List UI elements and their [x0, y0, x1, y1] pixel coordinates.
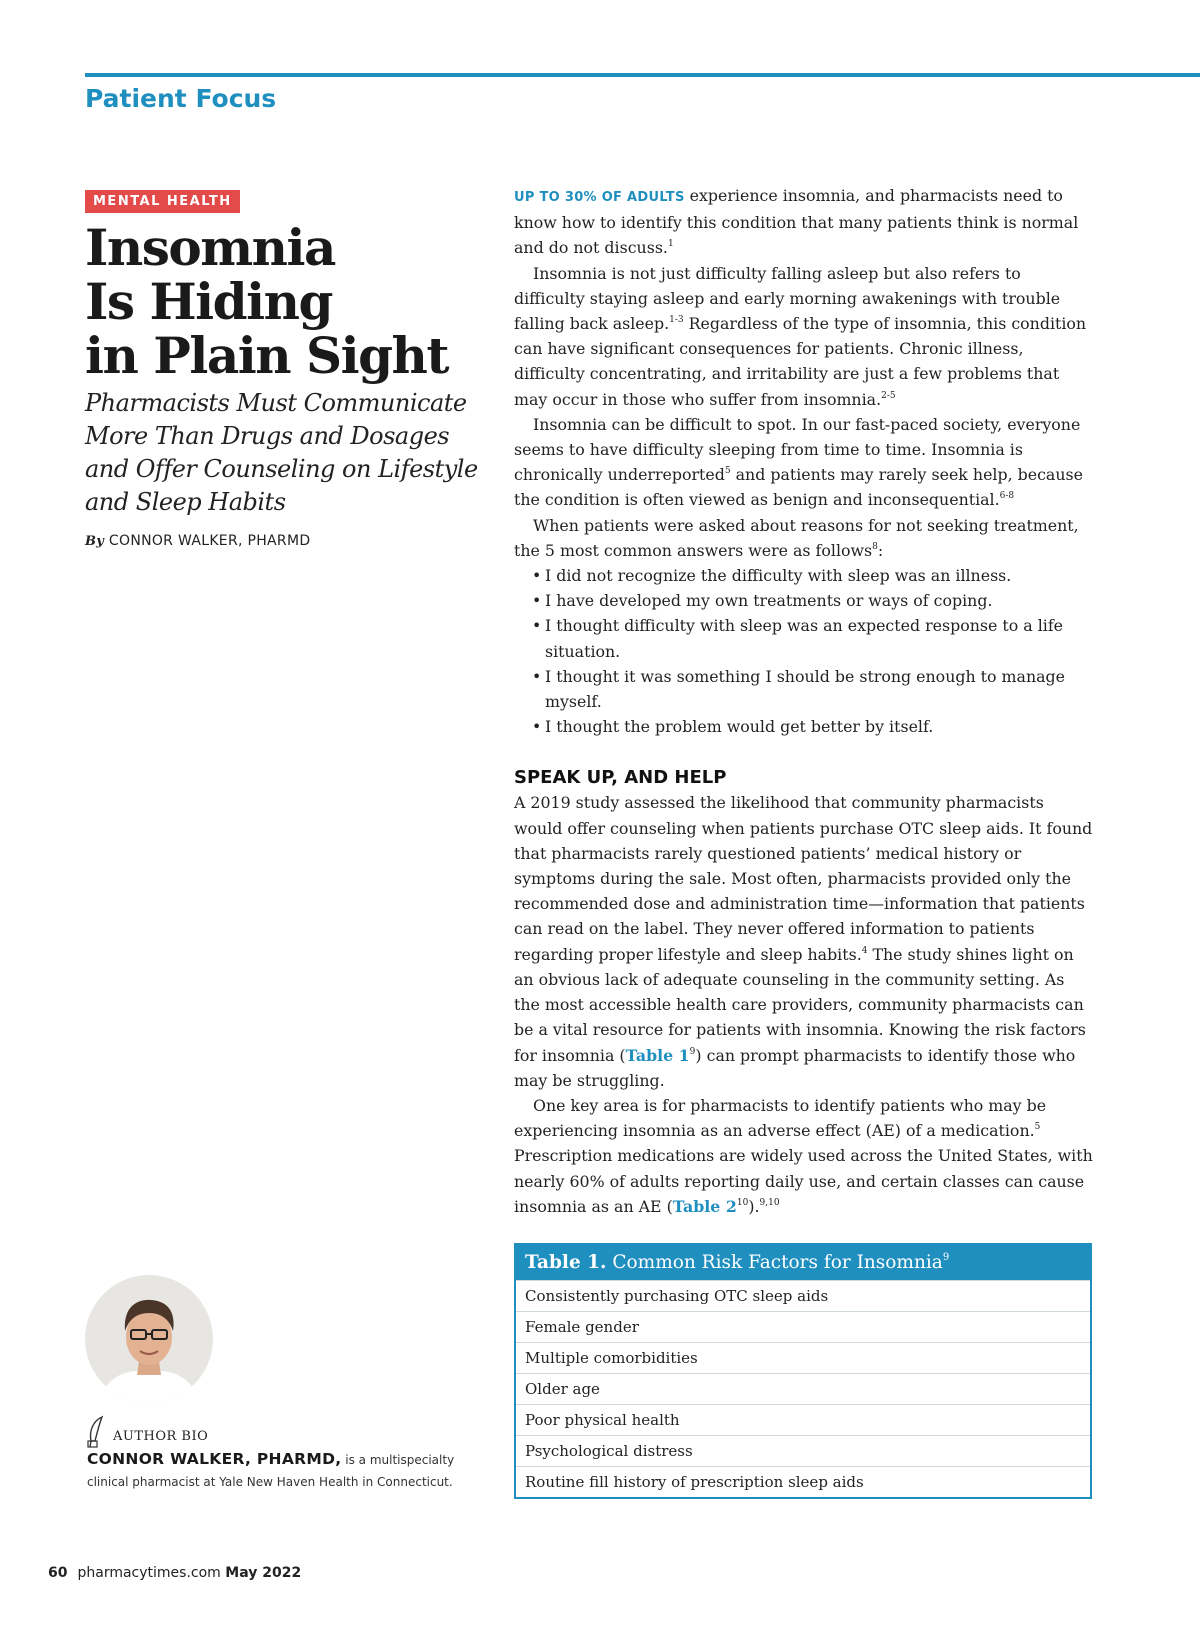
table-2-link[interactable]: Table 2	[672, 1196, 737, 1216]
author-photo	[85, 1275, 213, 1403]
citation: 5	[1034, 1122, 1041, 1133]
section-label: Patient Focus	[85, 84, 277, 113]
table-row: Consistently purchasing OTC sleep aids	[516, 1280, 1090, 1311]
author-bio	[87, 1448, 487, 1493]
paragraph-text: ).	[748, 1196, 760, 1216]
page-footer	[48, 1565, 301, 1581]
author-bio-label: AUTHOR BIO	[113, 1429, 209, 1444]
paragraph-text: The study shines light on an obvious lack of adequate counseling in the community setting. As the most accessible health care providers, community pharmacists can be a vital resource for patients with insomnia. Knowing the risk factors for insomnia (	[514, 944, 1086, 1065]
top-rule	[85, 73, 1200, 77]
footer-date: May 2022	[225, 1565, 302, 1581]
table-1-link[interactable]: Table 1	[625, 1045, 690, 1065]
paragraph-text: A 2019 study assessed the likelihood that community pharmacists would offer counseling when patients purchase OTC sleep aids. It found that pharmacists rarely questioned patients’ medical history or symptoms during the sale. Most often, pharmacists provided only the recommended dose and administration time—information that patients can read on the label. They never offered information to patients regarding proper lifestyle and sleep habits.	[514, 793, 1093, 964]
quill-pen-icon	[85, 1415, 105, 1449]
headline	[85, 218, 495, 385]
table-row: Psychological distress	[516, 1435, 1090, 1466]
article-body	[514, 183, 1094, 1219]
list-item: • I thought the problem would get better by itself.	[514, 714, 1094, 739]
citation: 10	[736, 1197, 749, 1208]
table-row: Female gender	[516, 1311, 1090, 1342]
category-tag: MENTAL HEALTH	[85, 190, 240, 213]
citation: 9	[942, 1252, 950, 1263]
citation: 9	[689, 1046, 696, 1057]
list-item: • I thought it was something I should be strong enough to manage myself.	[514, 664, 1094, 714]
deck: Pharmacists Must Communicate More Than Drugs and Dosages and Offer Counseling on Lifestyle and Sleep Habits	[85, 389, 478, 516]
section-subhead: SPEAK UP, AND HELP	[514, 767, 727, 789]
paragraph	[514, 790, 1094, 1092]
reasons-list	[514, 563, 1094, 739]
risk-factors-table	[514, 1243, 1092, 1499]
lead-in: UP TO 30% OF ADULTS	[514, 190, 685, 205]
page-number: 60	[48, 1565, 68, 1581]
paragraph-text: Insomnia can be difficult to spot. In our fast-paced society, everyone seems to have difficulty sleeping from time to time. Insomnia is chronically underreported	[514, 414, 1081, 485]
paragraph-text: Insomnia is not just difficulty falling asleep but also refers to difficulty staying asleep and early morning awakenings with trouble falling back asleep.	[514, 263, 1061, 334]
citation: 1-3	[669, 315, 684, 326]
citation: 4	[861, 945, 868, 956]
paragraph-text: When patients were asked about reasons for not seeking treatment, the 5 most common answers were as follows	[514, 515, 1079, 560]
paragraph-text: ) can prompt pharmacists to identify those who may be struggling.	[514, 1045, 1076, 1090]
citation: 9,10	[759, 1197, 780, 1208]
paragraph-text: Regardless of the type of insomnia, this condition can have significant consequences for patients. Chronic illness, difficulty concentrating, and irritability are just a few problems that may occur in those who suffer from insomnia.	[514, 314, 1087, 409]
citation: 2-5	[881, 390, 896, 401]
byline-author: CONNOR WALKER, PHARMD	[108, 533, 311, 549]
byline	[85, 533, 495, 549]
table-title-text: Common Risk Factors for Insomnia	[606, 1252, 943, 1273]
paragraph	[514, 513, 1094, 563]
paragraph-text: experience insomnia, and pharmacists need to know how to identify this condition that many patients think is normal and do not discuss.	[514, 186, 1079, 258]
author-portrait	[85, 1275, 213, 1403]
byline-by: By	[85, 534, 105, 549]
paragraph-text: One key area is for pharmacists to identify patients who may be experiencing insomnia as an adverse effect (AE) of a medication.	[514, 1095, 1047, 1141]
paragraph	[514, 412, 1094, 513]
table-row: Older age	[516, 1373, 1090, 1404]
table-row: Multiple comorbidities	[516, 1342, 1090, 1373]
list-item: • I did not recognize the difficulty with sleep was an illness.	[514, 563, 1094, 588]
table-label: Table 1.	[525, 1252, 607, 1273]
headline-line: in Plain Sight	[85, 326, 449, 385]
citation: 8	[872, 541, 878, 552]
paragraph-text: and patients may rarely seek help, because the condition is often viewed as benign and inconsequential.	[514, 465, 1083, 510]
headline-line: Insomnia	[85, 218, 335, 277]
paragraph-text: Prescription medications are widely used across the United States, with nearly 60% of adults reporting daily use, and certain classes can cause insomnia as an AE (	[514, 1146, 1093, 1216]
paragraph	[514, 261, 1094, 412]
paragraph	[514, 183, 1094, 261]
table-title	[516, 1245, 1090, 1280]
list-item: • I thought difficulty with sleep was an expected response to a life situation.	[514, 613, 1094, 663]
title-block	[85, 190, 495, 549]
author-bio-name: CONNOR WALKER, PHARMD,	[87, 1450, 342, 1468]
list-item: • I have developed my own treatments or ways of coping.	[514, 588, 1094, 613]
headline-line: Is Hiding	[85, 272, 332, 331]
table-row: Routine fill history of prescription sleep aids	[516, 1466, 1090, 1497]
author-bio-text: is a multispecialty clinical pharmacist at Yale New Haven Health in Connecticut.	[87, 1453, 455, 1489]
paragraph-text: :	[877, 540, 884, 560]
citation: 5	[724, 466, 731, 477]
table-row: Poor physical health	[516, 1404, 1090, 1435]
paragraph	[514, 1093, 1094, 1219]
citation: 6-8	[999, 491, 1015, 502]
footer-site: pharmacytimes.com	[77, 1565, 221, 1581]
citation: 1	[667, 239, 674, 250]
